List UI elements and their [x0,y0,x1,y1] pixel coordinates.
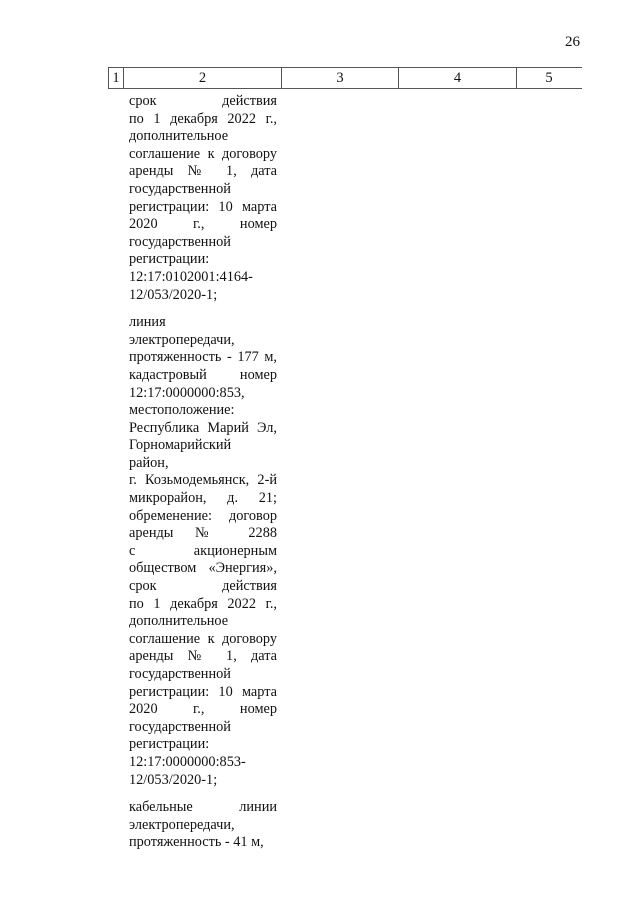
text-line: по 1 декабря 2022 г., [129,595,277,612]
text-line: с акционерным [129,542,277,559]
text-line: Республика Марий Эл, [129,419,277,436]
list-item [129,314,277,789]
text-line: государственной [129,180,231,197]
list-item [129,799,277,852]
column-2-text [129,93,277,862]
page-number: 26 [565,34,580,50]
text-line: 2020 г., номер [129,216,277,233]
text-line: дополнительное [129,613,229,630]
text-line: соглашение к договору [129,145,277,162]
text-line: Горномарийский [129,437,232,454]
text-line: линия [129,314,166,331]
text-line: обществом «Энергия», [129,560,277,577]
column-number-2: 2 [198,70,207,86]
text-line: дополнительное [129,128,229,145]
text-line: 12:17:0000000:853, [129,384,245,401]
text-line: аренды № 2288 [129,525,277,542]
text-line: регистрации: [129,251,210,268]
text-line: район, [129,454,169,471]
list-item [129,93,277,304]
text-line: государственной [129,718,231,735]
text-line: микрорайон, д. 21; [129,490,277,507]
table-column-header [108,67,582,89]
text-line: электропередачи, [129,331,235,348]
text-line: срок действия [129,578,277,595]
text-line: 12/053/2020-1; [129,286,218,303]
text-line: электропередачи, [129,816,235,833]
text-line: соглашение к договору [129,630,277,647]
column-number-5: 5 [545,70,553,86]
text-line: 2020 г., номер [129,701,277,718]
text-line: регистрации: [129,736,210,753]
text-line: протяженность - 41 м, [129,834,264,851]
column-number-3: 3 [336,70,344,86]
text-line: регистрации: 10 марта [129,198,277,215]
text-line: кадастровый номер [129,366,277,383]
text-line: по 1 декабря 2022 г., [129,110,277,127]
text-line: государственной [129,666,231,682]
text-line: 12:17:0102001:4164- [129,268,253,285]
text-line: аренды № 1, дата [129,163,277,180]
text-line: 12:17:0000000:853- [129,753,246,770]
text-line: г. Козьмодемьянск, 2-й [129,472,277,489]
text-line: обременение: договор [129,507,277,524]
text-line: регистрации: 10 марта [129,683,277,700]
column-number-4: 4 [453,70,462,86]
text-line: срок действия [129,93,277,109]
column-number-1: 1 [112,70,120,86]
text-line: протяженность - 177 м, [129,349,277,366]
text-line: 12/053/2020-1; [129,771,218,788]
text-line: кабельные линии [129,799,277,816]
text-line: государственной [129,233,231,250]
text-line: аренды № 1, дата [129,648,277,665]
text-line: местоположение: [129,402,235,419]
